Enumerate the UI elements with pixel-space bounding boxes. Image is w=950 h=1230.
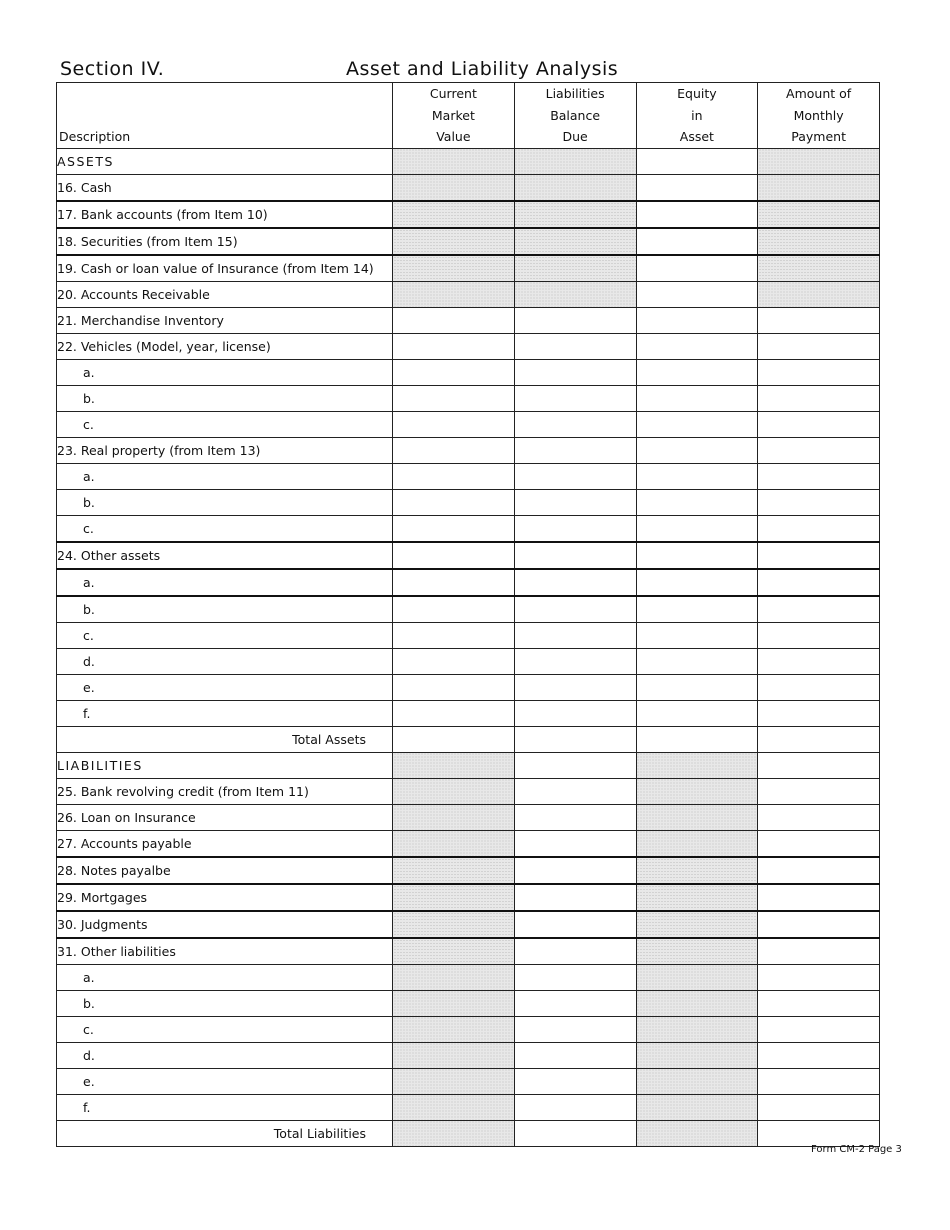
cell-monthly-payment[interactable]: [758, 804, 880, 830]
cell-shaded: [393, 911, 515, 938]
cell-equity[interactable]: [636, 700, 758, 726]
cell-monthly-payment[interactable]: [758, 726, 880, 752]
cell-liabilities-balance[interactable]: [514, 1120, 636, 1146]
row-label: 24. Other assets: [57, 542, 393, 569]
cell-equity[interactable]: [636, 359, 758, 385]
cell-shaded: [393, 964, 515, 990]
cell-liabilities-balance[interactable]: [514, 333, 636, 359]
row-label: f.: [57, 700, 393, 726]
cell-current-market-value[interactable]: [393, 515, 515, 542]
cell-equity[interactable]: [636, 569, 758, 596]
cell-liabilities-balance[interactable]: [514, 1016, 636, 1042]
table-row: [57, 990, 880, 1016]
cell-liabilities-balance[interactable]: [514, 674, 636, 700]
asset-liability-table: [56, 82, 880, 1147]
cell-liabilities-balance[interactable]: [514, 778, 636, 804]
row-label: c.: [57, 622, 393, 648]
cell-shaded: [758, 174, 880, 201]
cell-current-market-value[interactable]: [393, 359, 515, 385]
cell-current-market-value[interactable]: [393, 622, 515, 648]
cell-equity[interactable]: [636, 437, 758, 463]
table-row: [57, 174, 880, 201]
cell-monthly-payment[interactable]: [758, 542, 880, 569]
cell-monthly-payment[interactable]: [758, 648, 880, 674]
cell-equity[interactable]: [636, 228, 758, 255]
table-row: [57, 569, 880, 596]
row-label: a.: [57, 964, 393, 990]
table-row: [57, 489, 880, 515]
cell-shaded: [514, 255, 636, 282]
cell-liabilities-balance[interactable]: [514, 463, 636, 489]
cell-shaded: [636, 752, 758, 778]
cell-shaded: [514, 174, 636, 201]
cell-equity[interactable]: [636, 385, 758, 411]
total-assets-label: Total Assets: [57, 726, 393, 752]
cell-liabilities-balance[interactable]: [514, 385, 636, 411]
cell-liabilities-balance[interactable]: [514, 1042, 636, 1068]
cell-shaded: [393, 1016, 515, 1042]
cell-shaded: [393, 281, 515, 307]
cell-shaded: [393, 938, 515, 965]
cell-liabilities-balance[interactable]: [514, 726, 636, 752]
cell-current-market-value[interactable]: [393, 437, 515, 463]
cell-equity[interactable]: [636, 201, 758, 228]
cell-monthly-payment[interactable]: [758, 569, 880, 596]
row-label: 17. Bank accounts (from Item 10): [57, 201, 393, 228]
row-label: 27. Accounts payable: [57, 830, 393, 857]
cell-current-market-value[interactable]: [393, 333, 515, 359]
table-row: [57, 700, 880, 726]
row-label: b.: [57, 596, 393, 623]
header-line: Payment: [791, 129, 846, 144]
table-row: [57, 515, 880, 542]
cell-liabilities-balance[interactable]: [514, 648, 636, 674]
cell-monthly-payment[interactable]: [758, 1120, 880, 1146]
table-row: [57, 964, 880, 990]
table-row: [57, 1094, 880, 1120]
column-header-current-market-value: [393, 83, 515, 149]
form-footer: Form CM-2 Page 3: [811, 1144, 902, 1155]
cell-shaded: [514, 281, 636, 307]
row-label: a.: [57, 569, 393, 596]
table-row: [57, 938, 880, 965]
cell-shaded: [636, 804, 758, 830]
cell-monthly-payment[interactable]: [758, 911, 880, 938]
cell-monthly-payment[interactable]: [758, 437, 880, 463]
column-header-description: Description: [57, 83, 393, 149]
row-label: 20. Accounts Receivable: [57, 281, 393, 307]
table-row: [57, 542, 880, 569]
cell-liabilities-balance[interactable]: [514, 938, 636, 965]
cell-shaded: [636, 857, 758, 884]
cell-shaded: [636, 1042, 758, 1068]
cell-monthly-payment[interactable]: [758, 990, 880, 1016]
cell-liabilities-balance[interactable]: [514, 990, 636, 1016]
row-label: e.: [57, 1068, 393, 1094]
cell-liabilities-balance[interactable]: [514, 752, 636, 778]
column-header-liabilities-balance-due: [514, 83, 636, 149]
header-line: Current: [429, 86, 477, 101]
table-row: [57, 778, 880, 804]
cell-shaded: [636, 1094, 758, 1120]
liabilities-heading: LIABILITIES: [57, 752, 393, 778]
table-row: [57, 804, 880, 830]
cell-liabilities-balance[interactable]: [514, 359, 636, 385]
table-row: [57, 1016, 880, 1042]
row-label: b.: [57, 990, 393, 1016]
cell-shaded: [514, 148, 636, 174]
header-line: Balance: [550, 107, 601, 123]
cell-shaded: [393, 1094, 515, 1120]
row-label: a.: [57, 463, 393, 489]
cell-shaded: [393, 174, 515, 201]
header-line: Asset: [679, 129, 714, 144]
header-row: [57, 83, 880, 149]
cell-equity[interactable]: [636, 648, 758, 674]
cell-shaded: [636, 990, 758, 1016]
row-label: 22. Vehicles (Model, year, license): [57, 333, 393, 359]
cell-monthly-payment[interactable]: [758, 1016, 880, 1042]
header-line: in: [691, 107, 703, 123]
cell-equity[interactable]: [636, 307, 758, 333]
cell-shaded: [393, 1068, 515, 1094]
table-row: [57, 201, 880, 228]
cell-equity[interactable]: [636, 596, 758, 623]
table-row: [57, 884, 880, 911]
row-label: c.: [57, 515, 393, 542]
cell-monthly-payment[interactable]: [758, 830, 880, 857]
header-line: Market: [431, 107, 475, 123]
cell-liabilities-balance[interactable]: [514, 700, 636, 726]
cell-shaded: [514, 201, 636, 228]
cell-shaded: [636, 938, 758, 965]
assets-heading: ASSETS: [57, 148, 393, 174]
cell-current-market-value[interactable]: [393, 307, 515, 333]
cell-current-market-value[interactable]: [393, 385, 515, 411]
table-row: [57, 911, 880, 938]
cell-monthly-payment[interactable]: [758, 857, 880, 884]
cell-monthly-payment[interactable]: [758, 752, 880, 778]
table-row: [57, 255, 880, 282]
row-label: 16. Cash: [57, 174, 393, 201]
cell-liabilities-balance[interactable]: [514, 411, 636, 437]
cell-monthly-payment[interactable]: [758, 596, 880, 623]
cell-shaded: [514, 228, 636, 255]
cell-equity[interactable]: [636, 148, 758, 174]
cell-current-market-value[interactable]: [393, 411, 515, 437]
cell-equity[interactable]: [636, 281, 758, 307]
row-label: a.: [57, 359, 393, 385]
total-liabilities-row: [57, 1120, 880, 1146]
table-row: [57, 674, 880, 700]
cell-shaded: [393, 255, 515, 282]
cell-shaded: [393, 148, 515, 174]
cell-equity[interactable]: [636, 411, 758, 437]
cell-monthly-payment[interactable]: [758, 359, 880, 385]
cell-shaded: [393, 857, 515, 884]
cell-liabilities-balance[interactable]: [514, 622, 636, 648]
cell-monthly-payment[interactable]: [758, 411, 880, 437]
column-header-equity-in-asset: [636, 83, 758, 149]
table-row: [57, 437, 880, 463]
cell-equity[interactable]: [636, 255, 758, 282]
header-line: Value: [436, 129, 471, 144]
cell-shaded: [636, 1016, 758, 1042]
cell-shaded: [636, 884, 758, 911]
cell-monthly-payment[interactable]: [758, 333, 880, 359]
cell-liabilities-balance[interactable]: [514, 307, 636, 333]
row-label: 18. Securities (from Item 15): [57, 228, 393, 255]
cell-current-market-value[interactable]: [393, 489, 515, 515]
cell-shaded: [393, 201, 515, 228]
table-row: [57, 385, 880, 411]
cell-liabilities-balance[interactable]: [514, 596, 636, 623]
cell-current-market-value[interactable]: [393, 596, 515, 623]
cell-equity[interactable]: [636, 542, 758, 569]
cell-liabilities-balance[interactable]: [514, 569, 636, 596]
table-row: [57, 307, 880, 333]
cell-current-market-value[interactable]: [393, 648, 515, 674]
cell-shaded: [758, 281, 880, 307]
cell-equity[interactable]: [636, 489, 758, 515]
cell-monthly-payment[interactable]: [758, 307, 880, 333]
table-row: [57, 648, 880, 674]
table-row: [57, 622, 880, 648]
cell-monthly-payment[interactable]: [758, 463, 880, 489]
cell-current-market-value[interactable]: [393, 542, 515, 569]
cell-liabilities-balance[interactable]: [514, 515, 636, 542]
cell-liabilities-balance[interactable]: [514, 1094, 636, 1120]
table-row: [57, 1042, 880, 1068]
cell-shaded: [636, 830, 758, 857]
table-row: [57, 463, 880, 489]
cell-monthly-payment[interactable]: [758, 938, 880, 965]
cell-liabilities-balance[interactable]: [514, 1068, 636, 1094]
row-label: 19. Cash or loan value of Insurance (from Item 14): [57, 255, 393, 282]
table-row: [57, 359, 880, 385]
cell-equity[interactable]: [636, 622, 758, 648]
page-title: Asset and Liability Analysis: [346, 58, 619, 80]
row-label: 21. Merchandise Inventory: [57, 307, 393, 333]
cell-shaded: [758, 201, 880, 228]
row-label: 29. Mortgages: [57, 884, 393, 911]
header-line: Monthly: [793, 107, 844, 123]
cell-shaded: [393, 884, 515, 911]
cell-liabilities-balance[interactable]: [514, 911, 636, 938]
table-row: [57, 228, 880, 255]
cell-monthly-payment[interactable]: [758, 674, 880, 700]
row-label: 28. Notes payalbe: [57, 857, 393, 884]
row-label: 30. Judgments: [57, 911, 393, 938]
cell-liabilities-balance[interactable]: [514, 542, 636, 569]
row-label: 26. Loan on Insurance: [57, 804, 393, 830]
row-label: e.: [57, 674, 393, 700]
row-label: d.: [57, 648, 393, 674]
cell-equity[interactable]: [636, 515, 758, 542]
table-row: [57, 1068, 880, 1094]
cell-monthly-payment[interactable]: [758, 385, 880, 411]
cell-liabilities-balance[interactable]: [514, 489, 636, 515]
cell-monthly-payment[interactable]: [758, 884, 880, 911]
cell-equity[interactable]: [636, 463, 758, 489]
cell-shaded: [393, 830, 515, 857]
cell-equity[interactable]: [636, 333, 758, 359]
cell-monthly-payment[interactable]: [758, 515, 880, 542]
cell-monthly-payment[interactable]: [758, 700, 880, 726]
cell-shaded: [636, 911, 758, 938]
cell-shaded: [758, 148, 880, 174]
cell-shaded: [636, 1068, 758, 1094]
cell-current-market-value[interactable]: [393, 700, 515, 726]
table-row: [57, 830, 880, 857]
cell-liabilities-balance[interactable]: [514, 964, 636, 990]
cell-current-market-value[interactable]: [393, 463, 515, 489]
cell-monthly-payment[interactable]: [758, 778, 880, 804]
table-row: [57, 281, 880, 307]
total-liabilities-label: Total Liabilities: [57, 1120, 393, 1146]
row-label: 25. Bank revolving credit (from Item 11): [57, 778, 393, 804]
cell-shaded: [393, 778, 515, 804]
table-row: [57, 333, 880, 359]
cell-current-market-value[interactable]: [393, 569, 515, 596]
cell-monthly-payment[interactable]: [758, 489, 880, 515]
cell-equity[interactable]: [636, 174, 758, 201]
header-line: Due: [562, 129, 588, 144]
cell-shaded: [393, 752, 515, 778]
cell-monthly-payment[interactable]: [758, 1042, 880, 1068]
cell-liabilities-balance[interactable]: [514, 804, 636, 830]
cell-equity[interactable]: [636, 674, 758, 700]
cell-shaded: [758, 228, 880, 255]
cell-shaded: [393, 990, 515, 1016]
row-label: f.: [57, 1094, 393, 1120]
cell-monthly-payment[interactable]: [758, 964, 880, 990]
table-row: [57, 411, 880, 437]
liabilities-heading-row: [57, 752, 880, 778]
cell-monthly-payment[interactable]: [758, 1068, 880, 1094]
row-label: b.: [57, 385, 393, 411]
cell-equity[interactable]: [636, 726, 758, 752]
cell-liabilities-balance[interactable]: [514, 884, 636, 911]
row-label: c.: [57, 1016, 393, 1042]
header-line: Liabilities: [545, 86, 605, 101]
cell-current-market-value[interactable]: [393, 674, 515, 700]
cell-liabilities-balance[interactable]: [514, 830, 636, 857]
cell-liabilities-balance[interactable]: [514, 437, 636, 463]
cell-liabilities-balance[interactable]: [514, 857, 636, 884]
cell-shaded: [393, 804, 515, 830]
row-label: 31. Other liabilities: [57, 938, 393, 965]
section-title: Section IV.: [60, 58, 165, 80]
cell-shaded: [636, 1120, 758, 1146]
row-label: d.: [57, 1042, 393, 1068]
cell-shaded: [393, 1120, 515, 1146]
cell-shaded: [393, 228, 515, 255]
column-header-monthly-payment: [758, 83, 880, 149]
header-line: Amount of: [786, 86, 852, 101]
cell-shaded: [636, 964, 758, 990]
row-label: 23. Real property (from Item 13): [57, 437, 393, 463]
table-row: [57, 857, 880, 884]
cell-monthly-payment[interactable]: [758, 622, 880, 648]
cell-current-market-value[interactable]: [393, 726, 515, 752]
assets-heading-row: [57, 148, 880, 174]
row-label: c.: [57, 411, 393, 437]
cell-shaded: [636, 778, 758, 804]
cell-shaded: [393, 1042, 515, 1068]
total-assets-row: [57, 726, 880, 752]
row-label: b.: [57, 489, 393, 515]
cell-shaded: [758, 255, 880, 282]
table-row: [57, 596, 880, 623]
cell-monthly-payment[interactable]: [758, 1094, 880, 1120]
header-line: Equity: [677, 86, 717, 101]
